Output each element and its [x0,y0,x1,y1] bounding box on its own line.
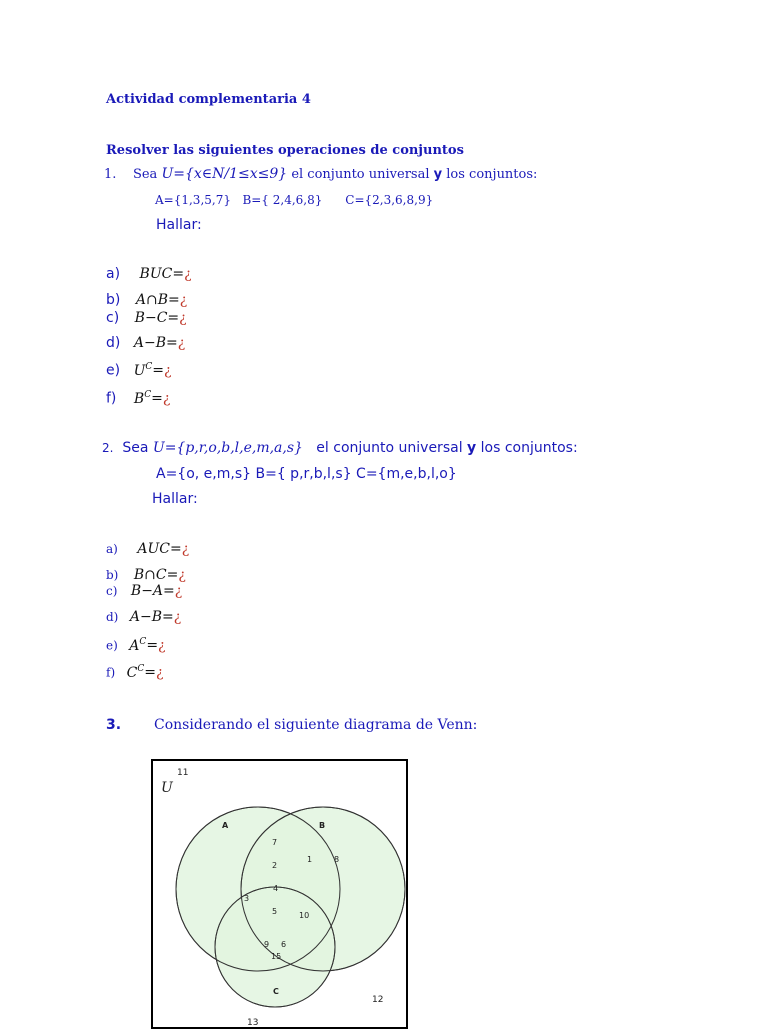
region-ab-2: 2 [272,861,278,870]
question-mark: ¿ [178,567,186,583]
item-label: b) [106,292,121,308]
p2-item-f: f) $C^C=¿$ [106,664,164,681]
question-mark: ¿ [179,310,187,326]
region-bc-10: 10 [299,911,310,920]
region-c-15: 15 [271,952,282,961]
question-mark: ¿ [184,266,192,282]
item-expression: B−C= [134,310,180,326]
p2-item-c [106,583,182,600]
complement-sup: C [137,664,145,674]
question-mark: ¿ [158,637,166,654]
problem-2-hallar: Hallar: [152,491,198,507]
question-mark: ¿ [179,292,188,308]
question-mark: ¿ [155,664,164,681]
item-label: c) [106,584,118,598]
item-label: d) [106,610,119,624]
problem-2-sets: A={o, e,m,s} B={ p,r,b,l,s} C={m,e,b,l,o} [156,466,457,482]
problem-2-statement [102,440,578,456]
item-label: c) [106,310,120,326]
outside-number-13: 13 [247,1018,259,1027]
question-mark: ¿ [181,541,190,557]
p2-item-e: e) $A^C=¿$ [106,637,166,654]
problem-2-text: el conjunto universal [316,440,463,456]
p1-item-b [106,292,187,309]
problem-1-sets [155,193,433,207]
set-c-definition: C={2,3,6,8,9} [345,193,434,207]
item-expression: B [133,390,145,407]
question-mark: ¿ [173,609,182,625]
problem-2-sea: Sea [122,440,149,456]
outside-number-12: 12 [372,995,384,1005]
region-ab-7: 7 [272,838,278,847]
p1-item-d [106,335,185,352]
universe-label: U [161,780,173,796]
complement-sup: C [144,390,152,400]
p2-item-a [106,541,189,558]
instructions-heading: Resolver las siguientes operaciones de conjuntos [106,143,464,158]
item-expression: B∩C= [133,567,179,583]
item-label: e) [106,638,118,653]
p1-item-a [106,266,192,283]
item-label: f) [106,665,116,680]
item-expression: U [133,362,146,379]
region-b-1: 1 [307,855,313,864]
problem-1-text-2: los conjuntos: [446,167,538,182]
item-label: a) [106,266,121,282]
item-expression: A [129,637,140,654]
set-c-label: C [273,987,279,996]
region-ac-3: 3 [244,894,250,903]
problem-2-text-2: los conjuntos: [480,440,578,456]
page-title: Actividad complementaria 4 [106,92,311,107]
region-c-6: 6 [281,940,287,949]
problem-2-number: 2. [102,441,114,455]
problem-1-text: el conjunto universal [291,167,430,182]
outside-number-11: 11 [177,768,189,778]
problem-3-text: Considerando el siguiente diagrama de Venn: [154,717,478,733]
p1-item-e: e) $U^C=¿$ [106,362,172,379]
p2-item-b [106,567,186,584]
venn-diagram [153,761,406,1027]
problem-1-hallar: Hallar: [156,217,202,233]
complement-sup: C [145,362,153,372]
item-expression: B−A= [130,583,175,599]
item-expression: A∩B= [135,292,180,308]
problem-1-y: y [433,167,443,182]
item-label: a) [106,542,118,556]
item-expression: BUC= [139,266,185,282]
set-b-definition: B={ 2,4,6,8} [242,193,323,207]
problem-1-number: 1. [104,167,117,182]
problem-1-universe-set: U={x∈N/1≤x≤9} [161,166,288,182]
p1-item-c [106,310,187,327]
item-label: e) [106,362,121,379]
item-label: f) [106,390,117,407]
set-a-label: A [222,821,229,830]
problem-2-universe-set: U={p,r,o,b,l,e,m,a,s} [152,440,303,456]
question-mark: ¿ [162,390,171,407]
problem-2-y: y [467,440,477,456]
venn-diagram-frame [151,759,408,1029]
set-b-label: B [319,821,326,830]
problem-3-number: 3. [106,717,122,733]
region-abc-5: 5 [272,907,278,916]
p2-item-d [106,609,181,626]
item-expression: AUC= [137,541,182,557]
item-label: d) [106,335,121,351]
problem-1-sea: Sea [132,167,158,182]
region-abc-4: 4 [273,884,279,893]
item-expression: C [126,664,138,681]
region-b-8: 8 [334,855,340,864]
item-expression: A−B= [133,335,178,351]
question-mark: ¿ [174,583,183,599]
region-c-9: 9 [264,940,270,949]
problem-1-statement [104,166,537,182]
p1-item-f: f) $B^C=¿$ [106,390,171,407]
complement-sup: C [139,637,147,647]
question-mark: ¿ [177,335,186,351]
set-a-definition: A={1,3,5,7} [155,193,231,207]
item-label: b) [106,568,119,582]
item-expression: A−B= [129,609,174,625]
question-mark: ¿ [164,362,172,379]
